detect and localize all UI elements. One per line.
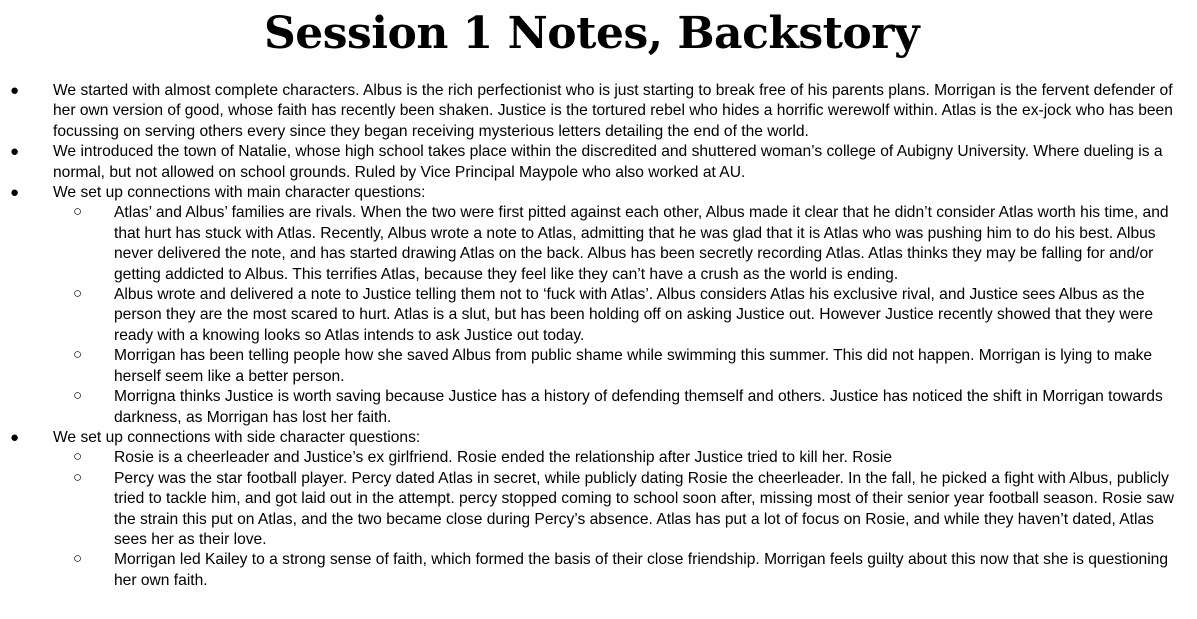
hollow-bullet-icon: ○ <box>73 285 83 303</box>
sub-list-item-text: Morrigan has been telling people how she saved Albus from public shame while swimming this summer. This did not happen. Morrigan is lying to make herself seem like a better person. <box>114 347 1153 385</box>
page-title: Session 1 Notes, Backstory <box>263 8 920 59</box>
sub-list-item-text: Atlas’ and Albus’ families are rivals. When the two were first pitted against each other, Albus made it clear that he didn’t consider Atlas worth his time, and that hurt has stuck with Atlas. Recently, Albus wrote a note to Atlas, admitting that he was glad that it is Atlas who was pushing him to do his best. Albus never delivered the note, and has started drawing Atlas on the back. Albus has been secretly recording Atlas. Atlas thinks they may be falling for and/or getting addicted to Albus. This terrifies Atlas, because they feel like they can’t have a crush as the world is ending. <box>114 204 1169 283</box>
list-item <box>0 183 1197 428</box>
sub-list-item-text: Rosie is a cheerleader and Justice’s ex girlfriend. Rosie ended the relationship after Justice tried to kill her. Rosie <box>114 449 893 467</box>
sub-list-item <box>53 469 1191 551</box>
list-item <box>0 428 1197 591</box>
list-item-text: We set up connections with side character questions: <box>53 428 421 446</box>
sub-list-item <box>53 550 1191 591</box>
list-item <box>0 142 1197 183</box>
sub-list-item <box>53 346 1191 387</box>
filled-bullet-icon: ● <box>10 82 20 99</box>
sub-bullet-list <box>53 203 1191 427</box>
sub-list-item <box>53 387 1191 428</box>
hollow-bullet-icon: ○ <box>73 387 83 405</box>
notes-content <box>0 81 1197 591</box>
hollow-bullet-icon: ○ <box>73 346 83 364</box>
sub-list-item <box>53 448 1191 468</box>
hollow-bullet-icon: ○ <box>73 203 83 221</box>
hollow-bullet-icon: ○ <box>73 448 83 466</box>
list-item-text: We started with almost complete characters. Albus is the rich perfectionist who is just starting to break free of his parents plans. Morrigan is the fervent defender of her own version of good, whose faith has recently been shaken. Justice is the tortured rebel who hides a horrific werewolf within. Atlas is the ex-jock who has been focussing on serving others every since they began receiving mysterious letters detailing the end of the world. <box>53 82 1173 140</box>
sub-list-item-text: Percy was the star football player. Percy dated Atlas in secret, while publicly dating Rosie the cheerleader. In the fall, he picked a fight with Albus, publicly tried to tackle him, and got laid out in the attempt. percy stopped coming to school soon after, missing most of their senior year football season. Rosie saw the strain this put on Atlas, and the two became close during Percy’s absence. Atlas has put a lot of focus on Rosie, and while they haven’t dated, Atlas sees her as their love. <box>114 469 1175 548</box>
filled-bullet-icon: ● <box>10 143 20 161</box>
sub-list-item <box>53 203 1191 285</box>
bullet-list <box>0 81 1197 591</box>
sub-list-item-text: Morrigan led Kailey to a strong sense of faith, which formed the basis of their close friendship. Morrigan feels guilty about this now that she is questioning her own faith. <box>114 551 1169 589</box>
list-item-text: We introduced the town of Natalie, whose high school takes place within the discredited and shuttered woman’s college of Aubigny University. Where dueling is a normal, but not allowed on school grounds. Ruled by Vice Principal Maypole who also worked at AU. <box>53 143 1163 181</box>
sub-bullet-list <box>53 448 1191 591</box>
sub-list-item <box>53 285 1191 346</box>
list-item-text: We set up connections with main character questions: <box>53 184 426 202</box>
filled-bullet-icon: ● <box>10 428 20 446</box>
list-item <box>0 81 1197 142</box>
hollow-bullet-icon: ○ <box>73 468 83 486</box>
sub-list-item-text: Albus wrote and delivered a note to Justice telling them not to ‘fuck with Atlas’. Albus considers Atlas his exclusive rival, and Justice sees Albus as the person they are the most scared to hurt. Atlas is a slut, but has been holding off on asking Justice out. However Justice recently showed that they were ready with a knowing looks so Atlas intends to ask Justice out today. <box>114 286 1154 344</box>
sub-list-item-text: Morrigna thinks Justice is worth saving because Justice has a history of defending themself and others. Justice has noticed the shift in Morrigan towards darkness, as Morrigan has lost her faith. <box>114 388 1163 426</box>
filled-bullet-icon: ● <box>10 184 20 202</box>
hollow-bullet-icon: ○ <box>73 550 83 568</box>
